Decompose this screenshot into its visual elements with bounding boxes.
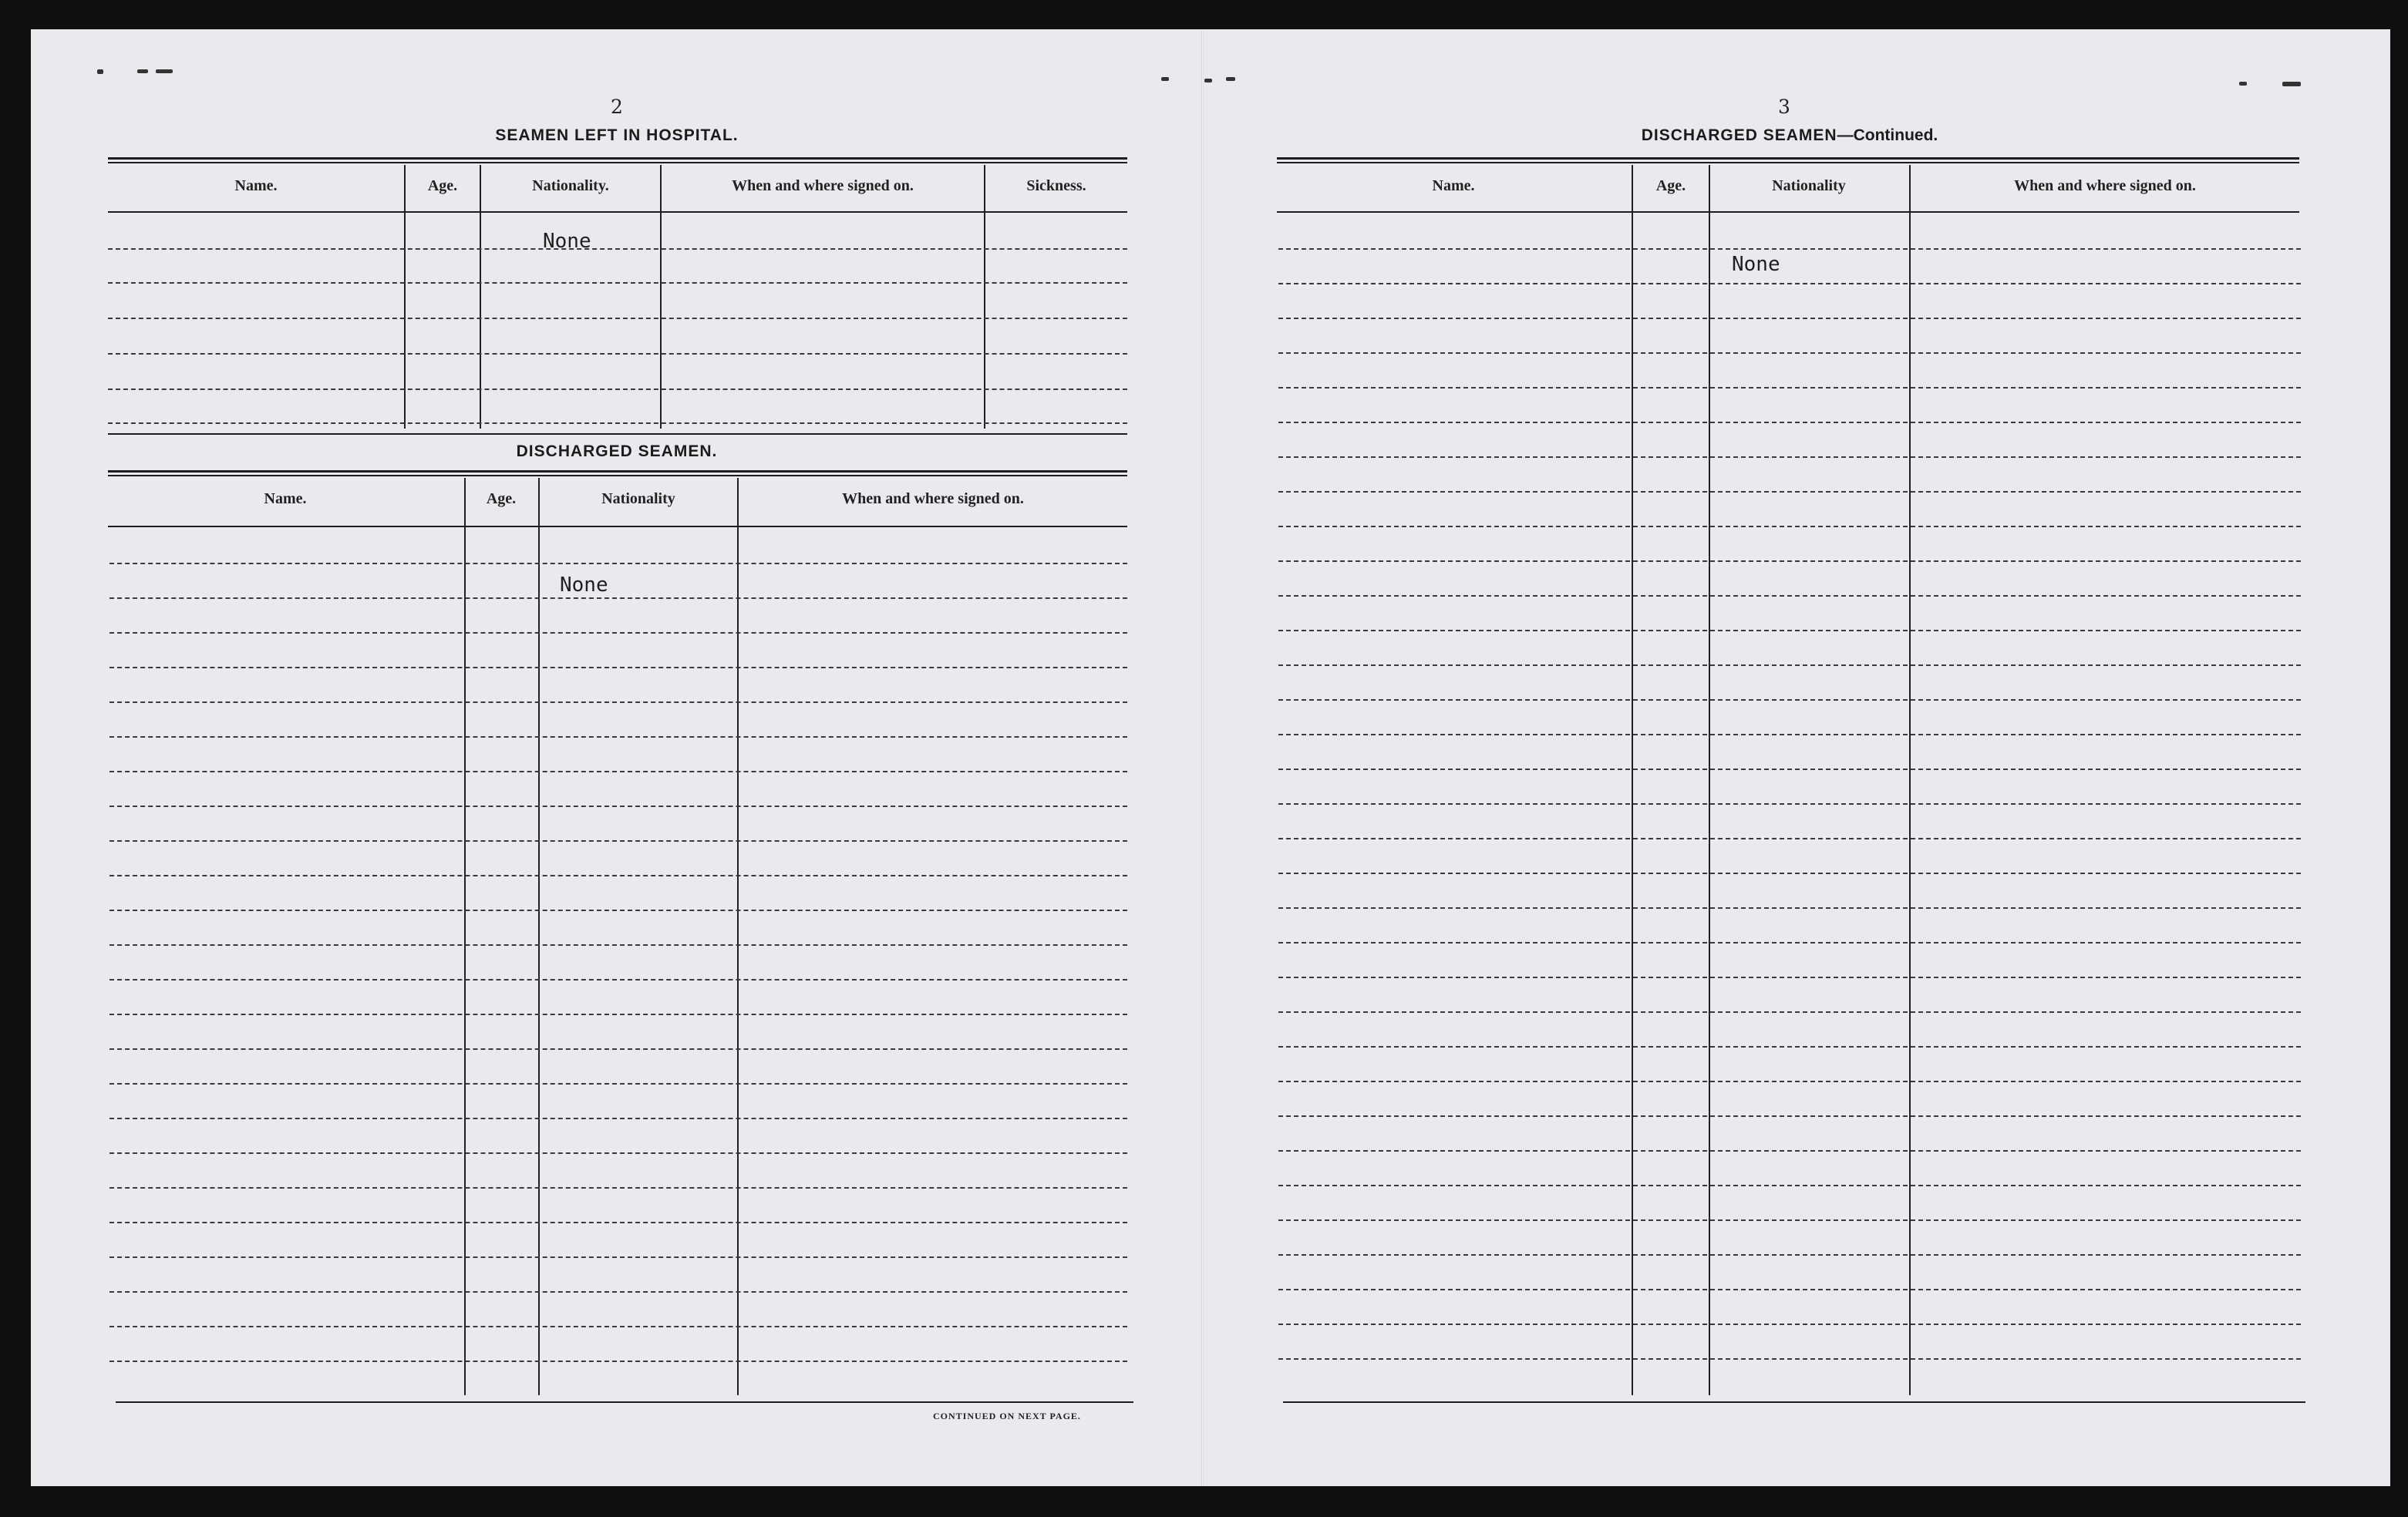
hospital-header-rule — [108, 211, 1127, 213]
right-row-line — [1278, 1254, 2301, 1256]
hospital-row-line — [108, 353, 1127, 355]
right-row-line — [1278, 422, 2301, 423]
discharged-row-line — [109, 1256, 1127, 1258]
right-row-line — [1278, 1324, 2301, 1325]
right-row-line — [1278, 1150, 2301, 1152]
discharged-col-signed-on: When and where signed on. — [842, 490, 1024, 507]
discharged-row-line — [109, 1048, 1127, 1050]
hospital-row-line — [108, 318, 1127, 319]
page-fold — [1201, 31, 1204, 1486]
discharged-row-line — [109, 667, 1127, 668]
right-header-rule — [1277, 211, 2299, 213]
right-row-line — [1278, 1219, 2301, 1221]
right-row-line — [1278, 352, 2301, 354]
discharged-row-line — [109, 840, 1127, 842]
page-number-right: 3 — [1778, 96, 1790, 118]
right-row-line — [1278, 526, 2301, 527]
discharged-row-line — [109, 1187, 1127, 1189]
discharged-row-line — [109, 1326, 1127, 1327]
right-row-line — [1278, 248, 2301, 250]
hospital-bottom-rule — [108, 433, 1127, 435]
discharged-row-line — [109, 771, 1127, 772]
hospital-entry-none: None — [543, 230, 591, 253]
discharged-col-name: Name. — [264, 490, 307, 507]
right-col-nationality: Nationality — [1772, 177, 1846, 194]
right-entry-none: None — [1732, 253, 1780, 276]
right-col-age: Age. — [1655, 177, 1686, 194]
binding-mark — [1161, 77, 1169, 81]
right-row-line — [1278, 491, 2301, 493]
binding-mark — [1226, 77, 1235, 81]
right-row-line — [1278, 630, 2301, 631]
right-row-line — [1278, 664, 2301, 666]
right-bottom-rule — [1283, 1401, 2305, 1403]
right-section-title — [1280, 126, 2299, 145]
right-col-divider — [1709, 165, 1710, 1395]
hospital-col-signed-on: When and where signed on. — [732, 177, 914, 194]
binding-mark — [2282, 82, 2301, 86]
right-title-main: DISCHARGED SEAMEN — [1641, 126, 1837, 144]
right-top-rule — [1277, 157, 2299, 163]
right-row-line — [1278, 387, 2301, 388]
discharged-row-line — [109, 736, 1127, 738]
binding-mark — [97, 69, 103, 74]
right-row-line — [1278, 560, 2301, 562]
hospital-row-line — [108, 248, 1127, 250]
right-row-line — [1278, 1358, 2301, 1360]
right-row-line — [1278, 283, 2301, 284]
discharged-row-line — [109, 1361, 1127, 1362]
right-col-divider — [1909, 165, 1911, 1395]
hospital-col-name: Name. — [234, 177, 278, 194]
right-row-line — [1278, 942, 2301, 944]
discharged-row-line — [109, 1222, 1127, 1223]
discharged-section-title: DISCHARGED SEAMEN. — [516, 442, 718, 460]
hospital-row-line — [108, 422, 1127, 424]
right-row-line — [1278, 769, 2301, 770]
discharged-top-rule — [108, 470, 1127, 476]
right-row-line — [1278, 803, 2301, 805]
right-col-name: Name. — [1432, 177, 1475, 194]
right-row-line — [1278, 318, 2301, 319]
right-row-line — [1278, 873, 2301, 874]
right-col-divider — [1632, 165, 1633, 1395]
discharged-row-line — [109, 875, 1127, 876]
discharged-row-line — [109, 597, 1127, 599]
right-row-line — [1278, 838, 2301, 839]
right-row-line — [1278, 1011, 2301, 1013]
discharged-row-line — [109, 632, 1127, 634]
discharged-row-line — [109, 806, 1127, 807]
right-row-line — [1278, 907, 2301, 909]
discharged-row-line — [109, 1291, 1127, 1293]
hospital-section-title: SEAMEN LEFT IN HOSPITAL. — [495, 126, 739, 144]
binding-mark — [2239, 82, 2247, 86]
right-row-line — [1278, 1115, 2301, 1117]
right-row-line — [1278, 595, 2301, 597]
discharged-col-nationality: Nationality — [601, 490, 675, 507]
continued-footer: CONTINUED ON NEXT PAGE. — [933, 1411, 1081, 1421]
hospital-row-line — [108, 388, 1127, 390]
binding-mark — [137, 69, 148, 73]
right-row-line — [1278, 456, 2301, 458]
discharged-row-line — [109, 563, 1127, 564]
right-col-signed-on: When and where signed on. — [2014, 177, 2196, 194]
page-number-left: 2 — [611, 96, 623, 118]
discharged-row-line — [109, 701, 1127, 703]
hospital-col-sickness: Sickness. — [1026, 177, 1086, 194]
discharged-row-line — [109, 1118, 1127, 1119]
right-row-line — [1278, 1081, 2301, 1082]
discharged-entry-none: None — [560, 574, 608, 597]
binding-mark — [156, 69, 173, 73]
discharged-header-rule — [108, 526, 1127, 527]
right-title-suffix: —Continued. — [1837, 126, 1938, 144]
right-row-line — [1278, 699, 2301, 701]
discharged-row-line — [109, 910, 1127, 911]
hospital-col-nationality: Nationality. — [532, 177, 609, 194]
discharged-row-line — [109, 1152, 1127, 1154]
hospital-col-age: Age. — [427, 177, 458, 194]
discharged-col-age: Age. — [486, 490, 517, 507]
discharged-row-line — [109, 1014, 1127, 1015]
discharged-row-line — [109, 944, 1127, 946]
right-row-line — [1278, 1185, 2301, 1186]
left-bottom-rule — [116, 1401, 1133, 1403]
discharged-row-line — [109, 979, 1127, 980]
binding-mark — [1204, 79, 1212, 82]
hospital-row-line — [108, 282, 1127, 284]
right-row-line — [1278, 734, 2301, 735]
discharged-row-line — [109, 1083, 1127, 1085]
right-row-line — [1278, 1046, 2301, 1048]
right-row-line — [1278, 1289, 2301, 1290]
hospital-top-rule — [108, 157, 1127, 163]
right-row-line — [1278, 977, 2301, 978]
